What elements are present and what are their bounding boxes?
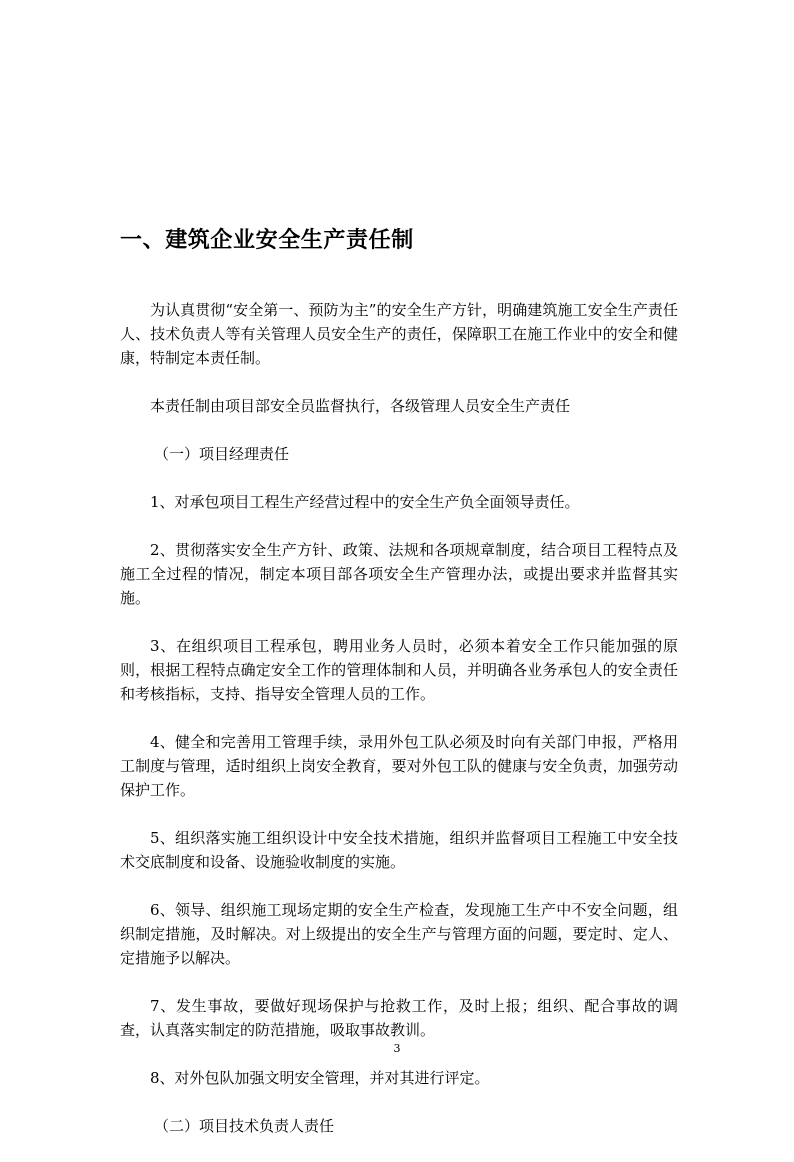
page-number: 3: [393, 1042, 401, 1055]
list-item: 1、对承包项目工程生产经营过程中的安全生产负全面领导责任。: [150, 493, 580, 511]
list-item: 2、贯彻落实安全生产方针、政策、法规和各项规章制度，结合项目工程特点及施工全过程的情况，制定本项目部各项安全生产管理办法，或提出要求并监督其实施。: [120, 541, 678, 607]
list-item: 5、组织落实施工组织设计中安全技术措施，组织并监督项目工程施工中安全技术交底制度和设备、设施验收制度的实施。: [120, 829, 678, 871]
paragraph-intro: 为认真贯彻“安全第一、预防为主”的安全生产方针，明确建筑施工安全生产责任人、技术负责人等有关管理人员安全生产的责任，保障职工在施工作业中的安全和健康，特制定本责任制。: [120, 301, 678, 367]
document-body: [120, 298, 678, 1162]
list-item: 7、发生事故，要做好现场保护与抢救工作，及时上报；组织、配合事故的调查，认真落实制定的防范措施，吸取事故教训。: [120, 997, 678, 1039]
section-title: 一、建筑企业安全生产责任制: [120, 228, 414, 253]
list-item: 4、健全和完善用工管理手续，录用外包工队必须及时向有关部门申报，严格用工制度与管理，适时组织上岗安全教育，要对外包工队的健康与安全负责，加强劳动保护工作。: [120, 733, 678, 799]
list-item: 8、对外包队加强文明安全管理，并对其进行评定。: [150, 1069, 490, 1087]
subheading-project-manager: （一）项目经理责任: [154, 445, 290, 463]
list-item: 3、在组织项目工程承包，聘用业务人员时，必须本着安全工作只能加强的原则，根据工程特点确定安全工作的管理体制和人员，并明确各业务承包人的安全责任和考核指标，支持、指导安全管理人员的工作。: [120, 637, 678, 703]
list-item: 6、领导、组织施工现场定期的安全生产检查，发现施工生产中不安全问题，组织制定措施，及时解决。对上级提出的安全生产与管理方面的问题，要定时、定人、定措施予以解决。: [120, 901, 678, 967]
paragraph-supervision: 本责任制由项目部安全员监督执行，各级管理人员安全生产责任: [150, 397, 571, 415]
subheading-technical-lead: （二）项目技术负责人责任: [154, 1117, 335, 1135]
